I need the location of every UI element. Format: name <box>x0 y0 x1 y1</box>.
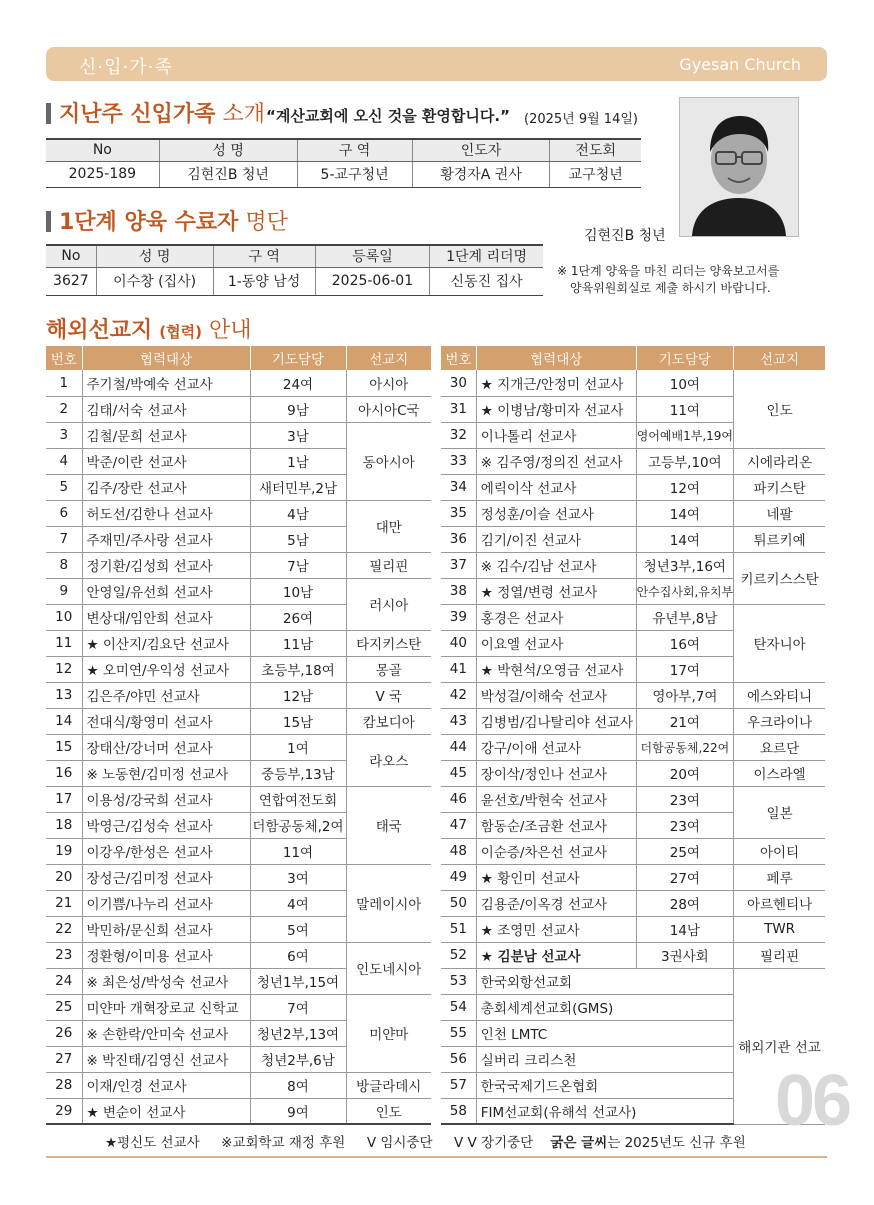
header-cell: 기도담당 <box>250 346 346 370</box>
row-number: 5 <box>46 474 82 500</box>
prayer-group: 5남 <box>250 526 346 552</box>
table-row <box>46 500 431 526</box>
prayer-group: 11여 <box>636 396 734 422</box>
mission-field: 튀르키예 <box>734 526 825 552</box>
prayer-group: 26여 <box>250 604 346 630</box>
partner-name: 장이삭/정인나 선교사 <box>476 760 636 786</box>
partner-name: 김병범/김나탈리야 선교사 <box>476 708 636 734</box>
header-cell: 기도담당 <box>636 346 734 370</box>
row-number: 35 <box>441 500 476 526</box>
partner-name: 이기쁨/나누리 선교사 <box>82 890 250 916</box>
row-number: 38 <box>441 578 476 604</box>
mission-field: V 국 <box>346 682 431 708</box>
row-number: 25 <box>46 994 82 1020</box>
partner-name: 이강우/한성은 선교사 <box>82 838 250 864</box>
graduates-table: No 성 명 구 역 등록일 1단계 리더명 3627 이수창 (집사) 1-동양 남성 2025-06-01 신동진 집사 <box>46 244 543 296</box>
prayer-group: 새터민부,2남 <box>250 474 346 500</box>
mission-field: 캄보디아 <box>346 708 431 734</box>
prayer-group: 12남 <box>250 682 346 708</box>
graduates-heading: 1단계 양육 수료자 명단 <box>46 205 288 236</box>
row-number: 16 <box>46 760 82 786</box>
partner-name: 에릭이삭 선교사 <box>476 474 636 500</box>
row-number: 41 <box>441 656 476 682</box>
table-row <box>441 604 825 630</box>
mission-field: 탄자니아 <box>734 604 825 682</box>
prayer-group: 14남 <box>636 916 734 942</box>
row-number: 45 <box>441 760 476 786</box>
mission-field: 타지키스탄 <box>346 630 431 656</box>
missions-table-right <box>441 346 825 1125</box>
table-row <box>46 1098 431 1124</box>
partner-name: ※ 손한락/안미숙 선교사 <box>82 1020 250 1046</box>
mission-field: 필리핀 <box>346 552 431 578</box>
partner-name: ※ 박진태/김영신 선교사 <box>82 1046 250 1072</box>
prayer-group: 연합여전도회 <box>250 786 346 812</box>
table-row <box>46 682 431 708</box>
mission-field: 동아시아 <box>346 422 431 500</box>
mission-field: 아시아 <box>346 370 431 396</box>
partner-name: 함동순/조금환 선교사 <box>476 812 636 838</box>
prayer-group: 20여 <box>636 760 734 786</box>
row-number: 15 <box>46 734 82 760</box>
row-number: 32 <box>441 422 476 448</box>
table-row <box>46 994 431 1020</box>
table-row <box>46 630 431 656</box>
table-row <box>441 734 825 760</box>
partner-name: 주기철/박예숙 선교사 <box>82 370 250 396</box>
row-number: 28 <box>46 1072 82 1098</box>
partner-name: ★ 황인미 선교사 <box>476 864 636 890</box>
prayer-group: 23여 <box>636 786 734 812</box>
partner-name: 김은주/야민 선교사 <box>82 682 250 708</box>
page-number: 06 <box>775 1061 850 1141</box>
partner-name: ★ 김분남 선교사 <box>476 942 636 968</box>
partner-name: 이재/인경 선교사 <box>82 1072 250 1098</box>
row-number: 2 <box>46 396 82 422</box>
partner-name: 이나톨리 선교사 <box>476 422 636 448</box>
partner-name: 인천 LMTC <box>476 1020 733 1046</box>
row-number: 39 <box>441 604 476 630</box>
row-number: 53 <box>441 968 476 994</box>
partner-name: ★ 이산지/김요단 선교사 <box>82 630 250 656</box>
table-row <box>441 448 825 474</box>
prayer-group: 12여 <box>636 474 734 500</box>
mission-field: 일본 <box>734 786 825 838</box>
partner-name: 안영일/유선희 선교사 <box>82 578 250 604</box>
row-number: 13 <box>46 682 82 708</box>
partner-name: 김기/이진 선교사 <box>476 526 636 552</box>
row-number: 58 <box>441 1098 476 1124</box>
partner-name: 박민하/문신희 선교사 <box>82 916 250 942</box>
prayer-group: 23여 <box>636 812 734 838</box>
partner-name: 미얀마 개혁장로교 신학교 <box>82 994 250 1020</box>
row-number: 26 <box>46 1020 82 1046</box>
mission-field: 이스라엘 <box>734 760 825 786</box>
row-number: 17 <box>46 786 82 812</box>
row-number: 14 <box>46 708 82 734</box>
legend: ★평신도 선교사 ※교회학교 재정 후원 V 임시중단 V V 장기중단 굵은 글씨는 2025년도 신규 후원 <box>105 1135 746 1151</box>
row-number: 11 <box>46 630 82 656</box>
row-number: 3 <box>46 422 82 448</box>
mission-field: 대만 <box>346 500 431 552</box>
table-row <box>46 578 431 604</box>
row-number: 8 <box>46 552 82 578</box>
prayer-group: 1남 <box>250 448 346 474</box>
welcome-quote: “계산교회에 오신 것을 환영합니다.” <box>266 107 510 125</box>
mission-field: 파키스탄 <box>734 474 825 500</box>
graduates-note: ※ 1단계 양육을 마친 리더는 양육보고서를 양육위원회실로 제출 하시기 바랍니다. <box>557 264 780 295</box>
heading-bar <box>46 103 51 124</box>
table-row <box>441 864 825 890</box>
mission-field: TWR <box>734 916 825 942</box>
prayer-group: 15남 <box>250 708 346 734</box>
partner-name: 허도선/김한나 선교사 <box>82 500 250 526</box>
row-number: 44 <box>441 734 476 760</box>
mission-field: 인도 <box>734 370 825 448</box>
row-number: 49 <box>441 864 476 890</box>
row-number: 47 <box>441 812 476 838</box>
mission-field: 에스와티니 <box>734 682 825 708</box>
partner-name: ★ 지개근/안정미 선교사 <box>476 370 636 396</box>
partner-name: ★ 조영민 선교사 <box>476 916 636 942</box>
section-title: 신·입·가·족 <box>79 57 173 78</box>
prayer-group: 24여 <box>250 370 346 396</box>
table-row: 2025-189 김현진B 청년 5-교구청년 황경자A 권사 교구청년 <box>46 161 641 187</box>
partner-name: 박영근/김성숙 선교사 <box>82 812 250 838</box>
partner-name: 홍경은 선교사 <box>476 604 636 630</box>
table-row <box>441 682 825 708</box>
table-row <box>441 942 825 968</box>
row-number: 50 <box>441 890 476 916</box>
mission-field: 방글라데시 <box>346 1072 431 1098</box>
partner-name: 김용준/이옥경 선교사 <box>476 890 636 916</box>
prayer-group: 25여 <box>636 838 734 864</box>
header-banner <box>46 47 827 81</box>
prayer-group: 3남 <box>250 422 346 448</box>
partner-name: 한국국제기드온협회 <box>476 1072 733 1098</box>
bottom-divider <box>46 1156 827 1158</box>
partner-name: 변상대/임안희 선교사 <box>82 604 250 630</box>
partner-name: ※ 김주영/정의진 선교사 <box>476 448 636 474</box>
prayer-group: 28여 <box>636 890 734 916</box>
partner-name: 이요엘 선교사 <box>476 630 636 656</box>
heading-bar <box>46 211 51 232</box>
partner-name: ★ 정열/변령 선교사 <box>476 578 636 604</box>
prayer-group: 3여 <box>250 864 346 890</box>
mission-field: 말레이시아 <box>346 864 431 942</box>
table-row <box>441 786 825 812</box>
col-guide: 인도자 <box>412 139 550 161</box>
missions-heading: 해외선교지 (협력) 안내 <box>46 318 252 343</box>
row-number: 31 <box>441 396 476 422</box>
mission-field: 인도 <box>346 1098 431 1124</box>
mission-field: 아시아C국 <box>346 396 431 422</box>
prayer-group: 27여 <box>636 864 734 890</box>
row-number: 55 <box>441 1020 476 1046</box>
table-row <box>46 864 431 890</box>
partner-name: ★ 변순이 선교사 <box>82 1098 250 1124</box>
row-number: 43 <box>441 708 476 734</box>
partner-name: 주재민/주사랑 선교사 <box>82 526 250 552</box>
row-number: 27 <box>46 1046 82 1072</box>
mission-field: 키르키스스탄 <box>734 552 825 604</box>
row-number: 33 <box>441 448 476 474</box>
mission-field: 해외기관 선교 <box>734 968 825 1124</box>
row-number: 57 <box>441 1072 476 1098</box>
row-number: 6 <box>46 500 82 526</box>
mission-field: 시에라리온 <box>734 448 825 474</box>
row-number: 19 <box>46 838 82 864</box>
mission-field: 요르단 <box>734 734 825 760</box>
prayer-group: 유년부,8남 <box>636 604 734 630</box>
prayer-group: 8여 <box>250 1072 346 1098</box>
prayer-group: 청년2부,13여 <box>250 1020 346 1046</box>
table-row <box>441 708 825 734</box>
prayer-group: 11남 <box>250 630 346 656</box>
row-number: 48 <box>441 838 476 864</box>
table-row <box>441 526 825 552</box>
row-number: 37 <box>441 552 476 578</box>
partner-name: 박준/이란 선교사 <box>82 448 250 474</box>
table-row <box>46 370 431 396</box>
mission-field: 인도네시아 <box>346 942 431 994</box>
row-number: 12 <box>46 656 82 682</box>
row-number: 40 <box>441 630 476 656</box>
table-row <box>46 396 431 422</box>
prayer-group: 청년3부,16여 <box>636 552 734 578</box>
row-number: 30 <box>441 370 476 396</box>
prayer-group: 고등부,10여 <box>636 448 734 474</box>
partner-name: 한국외항선교회 <box>476 968 733 994</box>
partner-name: 이용성/강국희 선교사 <box>82 786 250 812</box>
table-row <box>46 656 431 682</box>
table-row <box>46 786 431 812</box>
prayer-group: 더함공동체,22여 <box>636 734 734 760</box>
table-row <box>441 890 825 916</box>
mission-field: 미얀마 <box>346 994 431 1072</box>
mission-field: 우크라이나 <box>734 708 825 734</box>
row-number: 9 <box>46 578 82 604</box>
col-group: 전도회 <box>550 139 641 161</box>
prayer-group: 10남 <box>250 578 346 604</box>
partner-name: ※ 최은성/박성숙 선교사 <box>82 968 250 994</box>
prayer-group: 더함공동체,2여 <box>250 812 346 838</box>
partner-name: 박성걸/이해숙 선교사 <box>476 682 636 708</box>
row-number: 29 <box>46 1098 82 1124</box>
table-row <box>441 760 825 786</box>
partner-name: 장태산/강너머 선교사 <box>82 734 250 760</box>
row-number: 21 <box>46 890 82 916</box>
mission-field: 아르헨티나 <box>734 890 825 916</box>
mission-field: 몽골 <box>346 656 431 682</box>
row-number: 36 <box>441 526 476 552</box>
table-row <box>46 422 431 448</box>
prayer-group: 청년2부,6남 <box>250 1046 346 1072</box>
prayer-group: 14여 <box>636 500 734 526</box>
prayer-group: 7여 <box>250 994 346 1020</box>
prayer-group: 초등부,18여 <box>250 656 346 682</box>
newcomers-heading: 지난주 신입가족 소개 <box>46 97 265 128</box>
partner-name: ★ 이병남/황미자 선교사 <box>476 396 636 422</box>
header-cell: 협력대상 <box>82 346 250 370</box>
row-number: 7 <box>46 526 82 552</box>
prayer-group: 영어예배1부,19여 <box>636 422 734 448</box>
row-number: 34 <box>441 474 476 500</box>
table-row <box>46 552 431 578</box>
prayer-group: 4여 <box>250 890 346 916</box>
prayer-group: 21여 <box>636 708 734 734</box>
table-row <box>441 500 825 526</box>
partner-name: 정성훈/이슬 선교사 <box>476 500 636 526</box>
row-number: 10 <box>46 604 82 630</box>
prayer-group: 9남 <box>250 396 346 422</box>
newcomers-date: (2025년 9월 14일) <box>524 112 638 127</box>
mission-field: 라오스 <box>346 734 431 786</box>
prayer-group: 14여 <box>636 526 734 552</box>
partner-name: 윤선호/박현숙 선교사 <box>476 786 636 812</box>
prayer-group: 4남 <box>250 500 346 526</box>
prayer-group: 16여 <box>636 630 734 656</box>
header-cell: 번호 <box>441 346 476 370</box>
table-row <box>46 1072 431 1098</box>
row-number: 1 <box>46 370 82 396</box>
partner-name: 정환형/이미용 선교사 <box>82 942 250 968</box>
partner-name: ★ 오미연/우익성 선교사 <box>82 656 250 682</box>
row-number: 52 <box>441 942 476 968</box>
col-district: 구 역 <box>297 139 412 161</box>
row-number: 54 <box>441 994 476 1020</box>
prayer-group: 10여 <box>636 370 734 396</box>
partner-name: 총회세계선교회(GMS) <box>476 994 733 1020</box>
table-row <box>46 708 431 734</box>
row-number: 46 <box>441 786 476 812</box>
table-row <box>441 916 825 942</box>
partner-name: 강구/이애 선교사 <box>476 734 636 760</box>
prayer-group: 청년1부,15여 <box>250 968 346 994</box>
mission-field: 페루 <box>734 864 825 890</box>
partner-name: 김태/서숙 선교사 <box>82 396 250 422</box>
partner-name: 실버리 크리스천 <box>476 1046 733 1072</box>
partner-name: 이순증/차은선 선교사 <box>476 838 636 864</box>
header-cell: 협력대상 <box>476 346 636 370</box>
row-number: 42 <box>441 682 476 708</box>
row-number: 22 <box>46 916 82 942</box>
partner-name: ※ 김수/김남 선교사 <box>476 552 636 578</box>
prayer-group: 3권사회 <box>636 942 734 968</box>
table-row <box>441 474 825 500</box>
partner-name: 정기환/김성희 선교사 <box>82 552 250 578</box>
mission-field: 태국 <box>346 786 431 864</box>
row-number: 18 <box>46 812 82 838</box>
person-photo-icon <box>680 98 798 236</box>
partner-name: 전대식/황영미 선교사 <box>82 708 250 734</box>
col-no: No <box>46 139 159 161</box>
table-row <box>441 552 825 578</box>
partner-name: 김주/장란 선교사 <box>82 474 250 500</box>
prayer-group: 6여 <box>250 942 346 968</box>
partner-name: 장성근/김미정 선교사 <box>82 864 250 890</box>
table-row <box>46 734 431 760</box>
header-cell: 번호 <box>46 346 82 370</box>
header-cell: 선교지 <box>346 346 431 370</box>
prayer-group: 11여 <box>250 838 346 864</box>
prayer-group: 9여 <box>250 1098 346 1124</box>
prayer-group: 17여 <box>636 656 734 682</box>
prayer-group: 1여 <box>250 734 346 760</box>
newcomers-table <box>46 138 641 188</box>
col-name: 성 명 <box>159 139 297 161</box>
partner-name: ※ 노동현/김미정 선교사 <box>82 760 250 786</box>
newcomer-photo <box>679 97 799 237</box>
prayer-group: 중등부,13남 <box>250 760 346 786</box>
prayer-group: 영아부,7여 <box>636 682 734 708</box>
table-row <box>441 968 825 994</box>
row-number: 24 <box>46 968 82 994</box>
partner-name: 김철/문희 선교사 <box>82 422 250 448</box>
row-number: 56 <box>441 1046 476 1072</box>
row-number: 20 <box>46 864 82 890</box>
partner-name: FIM선교회(유해석 선교사) <box>476 1098 733 1124</box>
prayer-group: 5여 <box>250 916 346 942</box>
prayer-group: 안수집사회,유치부 <box>636 578 734 604</box>
mission-field: 네팔 <box>734 500 825 526</box>
partner-name: ★ 박현석/오영금 선교사 <box>476 656 636 682</box>
mission-field: 필리핀 <box>734 942 825 968</box>
prayer-group: 7남 <box>250 552 346 578</box>
row-number: 4 <box>46 448 82 474</box>
mission-field: 러시아 <box>346 578 431 630</box>
missions-table-left <box>46 346 431 1125</box>
church-name: Gyesan Church <box>679 55 801 74</box>
table-row <box>441 370 825 396</box>
row-number: 51 <box>441 916 476 942</box>
table-row <box>46 942 431 968</box>
photo-caption: 김현진B 청년 <box>584 228 666 244</box>
mission-field: 아이티 <box>734 838 825 864</box>
header-cell: 선교지 <box>734 346 825 370</box>
table-row: 3627 이수창 (집사) 1-동양 남성 2025-06-01 신동진 집사 <box>46 267 543 295</box>
table-row <box>441 838 825 864</box>
row-number: 23 <box>46 942 82 968</box>
